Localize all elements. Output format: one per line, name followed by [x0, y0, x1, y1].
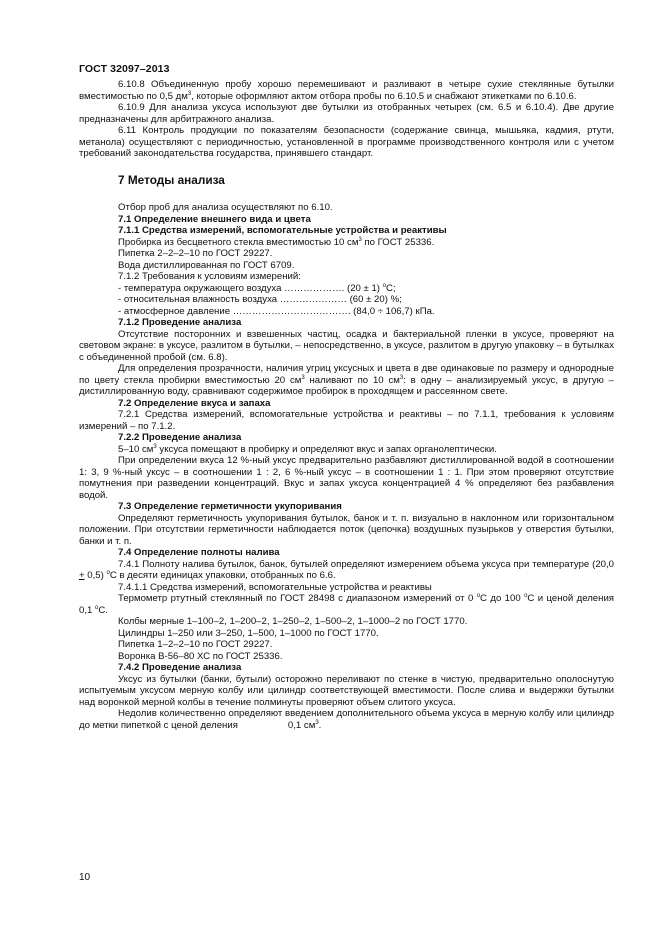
paragraph-absence: Отсутствие посторонних и взвешенных частиц, осадка и бактериальной пленки в уксусе, проверяют на световом экране: в уксусе, разлитом в бутылки, – непосредственно, в уксусе, разлитом в другую упаковку – в бутылках с объединенной пробой (см. 6.8).	[79, 328, 614, 363]
paragraph-tightness: Определяют герметичность укупоривания бутылок, банок и т. п. визуально в наклонном или горизонтальном положении. При отсутствии герметичности наблюдается поток (цепочка) воздушных пузырьков у отверстия бутылки, банки и т. п.	[79, 512, 614, 547]
document-header: ГОСТ 32097–2013	[79, 63, 170, 75]
page-number: 10	[79, 872, 91, 883]
equipment-pipette-2: Пипетка 1–2–2–10 по ГОСТ 29227.	[118, 639, 273, 650]
heading-7-3: 7.3 Определение герметичности укупоривания	[118, 501, 342, 512]
section-heading-7: 7 Методы анализа	[118, 172, 225, 187]
paragraph-6-11: 6.11 Контроль продукции по показателям безопасности (содержание свинца, мышьяка, кадмия, ртути, метанола) осуществляют с периодичностью, установленной в программе производственного контроля или с учетом требований законодательства государства, принявшего стандарт.	[79, 125, 614, 159]
paragraph-pouring: Уксус из бутылки (банки, бутыли) осторожно переливают по стенке в чистую, предварительно ополоснутую испытуемым уксусом мерную колбу или цилиндр соответствующей вместимости. После слива и выдержки бутылки над воронкой мерной колбы в течение полминуты проверяют объем слитого уксуса.	[79, 673, 614, 708]
paragraph-volume: 5–10 $см^3$ уксуса помещают в пробирку и определяют вкус и запах органолептически.	[118, 443, 497, 455]
equipment-cylinders: Цилиндры 1–250 или 3–250, 1–500, 1–1000 по ГОСТ 1770.	[118, 627, 379, 639]
heading-7-2: 7.2 Определение вкуса и запаха	[118, 397, 271, 409]
paragraph-6-10-9: 6.10.9 Для анализа уксуса используют две бутылки из отобранных четырех (см. 6.5 и 6.10.4). Две другие предназначены для арбитражного анализа.	[79, 102, 614, 125]
document-body	[79, 79, 614, 731]
paragraph-7-1-2-conditions: 7.1.2 Требования к условиям измерений:	[118, 271, 301, 282]
paragraph-6-10-8: 6.10.8 Объединенную пробу хорошо перемешивают и разливают в четыре сухие стеклянные бутылки вместимостью по 0,5 $дм^3$, которые оформляют актом отбора пробы по 6.10.5 и снабжают этикетками по 6.10.6.	[79, 79, 614, 102]
heading-7-2-2: 7.2.2 Проведение анализа	[118, 432, 242, 443]
paragraph-7-2-1: 7.2.1 Средства измерений, вспомогательные устройства и реактивы – по 7.1.1, требования к условиям измерений – по 7.1.2.	[79, 409, 614, 432]
superscript: 3	[187, 90, 192, 97]
heading-7-1-2: 7.1.2 Проведение анализа	[118, 317, 242, 328]
equipment-flasks: Колбы мерные 1–100–2, 1–200–2, 1–250–2, 1–500–2, 1–1000–2 по ГОСТ 1770.	[118, 616, 468, 627]
heading-7-4-2: 7.4.2 Проведение анализа	[118, 662, 242, 673]
heading-7-1: 7.1 Определение внешнего вида и цвета	[118, 213, 311, 225]
equipment-tube: Пробирка из бесцветного стекла вместимостью 10 $см^3$ по ГОСТ 25336.	[118, 236, 435, 248]
equipment-water: Вода дистиллированная по ГОСТ 6709.	[118, 259, 295, 271]
condition-pressure: - атмосферное давление ………………………………. (84,0 ÷ 106,7) кПа.	[118, 305, 435, 317]
paragraph-clarity: Для определения прозрачности, наличия угриц уксусных и цвета в две одинаковые по размеру и однородные по цвету стекла пробирки вместимостью 20 $см^3$ наливают по 10 $см^3$: в одну – анализируемый уксус, в другую – дистиллированную воду, сравнивают содержимое пробирок в проходящем и рассеянном свете.	[79, 363, 614, 397]
paragraph-7-4-1-1: 7.4.1.1 Средства измерений, вспомогательные устройства и реактивы	[118, 581, 432, 593]
equipment-thermometer: Термометр ртутный стеклянный по ГОСТ 28498 с диапазоном измерений от 0 $^o$С до 100 $^o$С и ценой деления 0,1 $^o$С.	[79, 593, 614, 616]
equipment-pipette: Пипетка 2–2–2–10 по ГОСТ 29227.	[118, 248, 273, 259]
condition-temperature: - температура окружающего воздуха ………………. (20 ± 1) $^o$С;	[118, 282, 396, 294]
condition-humidity: - относительная влажность воздуха ………………… (60 ± 20) %;	[118, 294, 402, 305]
sampling-line: Отбор проб для анализа осуществляют по 6.10.	[118, 202, 333, 213]
paragraph-shortfall: Недолив количественно определяют введением дополнительного объема уксуса в мерную колбу или цилиндр до метки пипеткой с ценой деления 0,1 $см^3$.	[79, 708, 614, 731]
equipment-funnel: Воронка В-56–80 ХС по ГОСТ 25336.	[118, 650, 283, 662]
heading-7-1-1: 7.1.1 Средства измерений, вспомогательные устройства и реактивы	[118, 225, 447, 236]
paragraph-taste: При определении вкуса 12 %-ный уксус предварительно разбавляют дистиллированной водой в соотношении 1: 3, 9 %-ный уксус – в соотношении 1 : 2, 6 %-ный уксус – в соотношении 1 : 1. При этом проверяют отсутствие помутнения при разведении концентраций. Вкус и запах уксуса концентрацией 4 % определяют без разбавления водой.	[79, 455, 614, 501]
paragraph-7-4-1: 7.4.1 Полноту налива бутылок, банок, бутылей определяют измерением объема уксуса при температуре (20,0 + 0,5) $^o$С в десяти единицах упаковки, отобранных по 6.6.	[79, 558, 614, 581]
heading-7-4: 7.4 Определение полноты налива	[118, 547, 280, 558]
